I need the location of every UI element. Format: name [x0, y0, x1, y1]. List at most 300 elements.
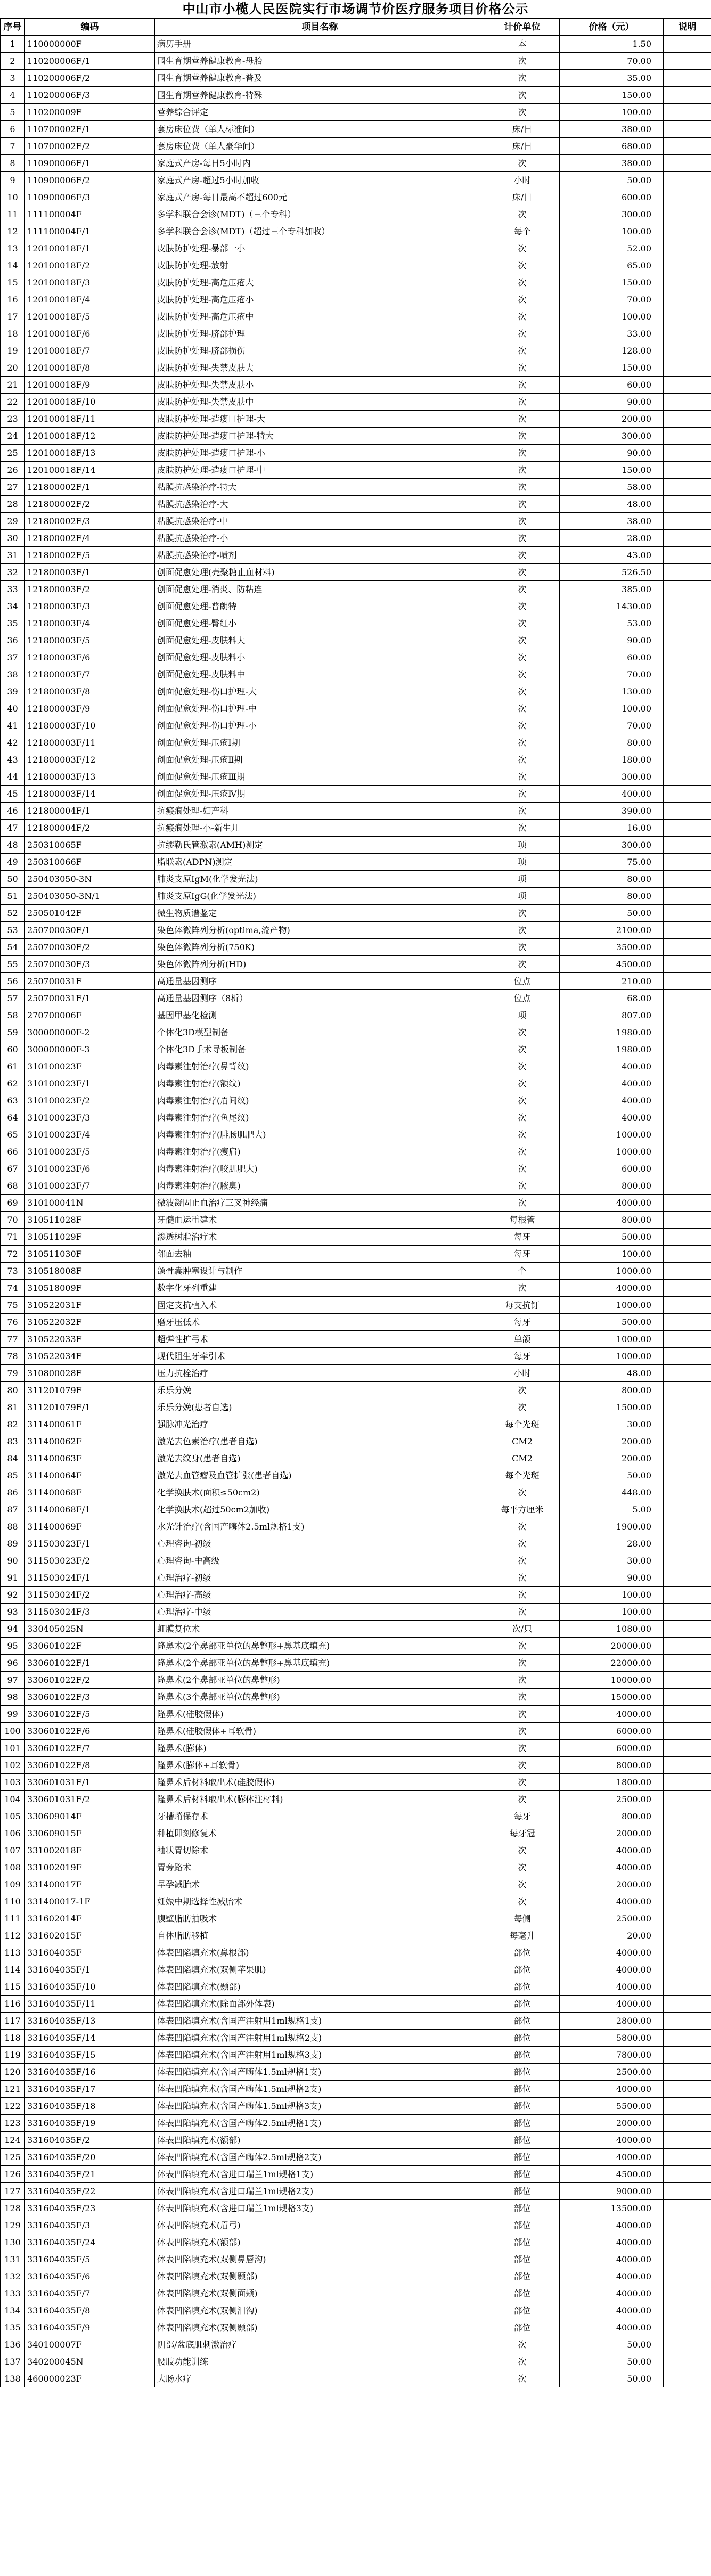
row-code: 331602015F [25, 1927, 155, 1944]
row-note [664, 359, 711, 377]
row-item-name: 体表凹陷填充术(含国产嗨体1.5ml规格2支) [155, 2081, 485, 2098]
row-item-name: 妊娠中期选择性减胎术 [155, 1893, 485, 1910]
row-code: 120100018F/6 [25, 325, 155, 342]
row-item-name: 抗瘢痕处理-小-新生儿 [155, 820, 485, 837]
row-price: 53.00 [560, 615, 664, 632]
row-item-name: 体表凹陷填充术(含国产嗨体2.5ml规格1支) [155, 2115, 485, 2132]
row-price: 10000.00 [560, 1672, 664, 1689]
row-price: 2100.00 [560, 922, 664, 939]
row-item-name: 种植即刻修复术 [155, 1825, 485, 1842]
row-note [664, 1416, 711, 1433]
row-note [664, 1484, 711, 1501]
row-price: 2500.00 [560, 2064, 664, 2081]
row-code: 310511028F [25, 1212, 155, 1229]
row-unit: 次/只 [485, 1621, 560, 1638]
row-item-name: 隆鼻术(硅胶假体) [155, 1706, 485, 1723]
row-index: 17 [1, 308, 25, 325]
row-unit: 每牙 [485, 1808, 560, 1825]
row-code: 110200006F/1 [25, 53, 155, 70]
row-price: 1980.00 [560, 1041, 664, 1058]
row-note [664, 2200, 711, 2217]
row-code: 310518009F [25, 1280, 155, 1297]
row-code: 330601031F/1 [25, 1774, 155, 1791]
row-unit: 次 [485, 1842, 560, 1859]
row-unit: 次 [485, 1075, 560, 1092]
table-row [1, 1944, 711, 1961]
header-item-name: 项目名称 [155, 19, 485, 36]
row-item-name: 家庭式产房-每日最高不超过600元 [155, 189, 485, 206]
table-row [1, 189, 711, 206]
row-price: 4000.00 [560, 2149, 664, 2166]
row-code: 311400068F/1 [25, 1501, 155, 1518]
row-note [664, 1450, 711, 1467]
row-item-name: 创面促愈处理-伤口护理-中 [155, 700, 485, 717]
row-code: 121800003F/4 [25, 615, 155, 632]
table-row [1, 1552, 711, 1569]
row-note [664, 871, 711, 888]
row-price: 500.00 [560, 1229, 664, 1246]
row-unit: 部位 [485, 2064, 560, 2081]
row-code: 331002019F [25, 1859, 155, 1876]
table-row [1, 2013, 711, 2030]
table-row [1, 1229, 711, 1246]
row-code: 331604035F/6 [25, 2268, 155, 2285]
row-price: 150.00 [560, 274, 664, 291]
row-item-name: 围生育期营养健康教育-普及 [155, 70, 485, 87]
table-row [1, 1450, 711, 1467]
row-unit: 每毫升 [485, 1927, 560, 1944]
row-note [664, 1774, 711, 1791]
row-unit: 次 [485, 428, 560, 445]
row-price: 4500.00 [560, 956, 664, 973]
row-code: 250403050-3N/1 [25, 888, 155, 905]
row-note [664, 274, 711, 291]
row-item-name: 创面促愈处理-皮肤料小 [155, 649, 485, 666]
row-note [664, 1638, 711, 1655]
row-code: 121800002F/3 [25, 513, 155, 530]
row-unit: 次 [485, 598, 560, 615]
row-unit: 次 [485, 2336, 560, 2353]
row-item-name: 体表凹陷填充术(鼻根部) [155, 1944, 485, 1961]
row-index: 92 [1, 1587, 25, 1604]
row-item-name: 体表凹陷填充术(眉弓) [155, 2217, 485, 2234]
row-code: 310100023F/7 [25, 1177, 155, 1195]
row-index: 123 [1, 2115, 25, 2132]
table-row [1, 1910, 711, 1927]
row-unit: 床/日 [485, 121, 560, 138]
row-item-name: 皮肤防护处理-造瘘口护理-大 [155, 411, 485, 428]
row-code: 250700031F/1 [25, 990, 155, 1007]
row-index: 132 [1, 2268, 25, 2285]
row-note [664, 1587, 711, 1604]
row-unit: 次 [485, 751, 560, 768]
row-item-name: 皮肤防护处理-失禁皮肤中 [155, 394, 485, 411]
row-code: 120100018F/8 [25, 359, 155, 377]
table-row [1, 2149, 711, 2166]
row-unit: 次 [485, 1195, 560, 1212]
row-note [664, 2353, 711, 2370]
row-unit: 部位 [485, 1978, 560, 1996]
row-index: 40 [1, 700, 25, 717]
row-item-name: 皮肤防护处理-失禁皮肤小 [155, 377, 485, 394]
table-row [1, 206, 711, 223]
row-price: 100.00 [560, 1246, 664, 1263]
row-price: 100.00 [560, 104, 664, 121]
row-code: 340100007F [25, 2336, 155, 2353]
row-code: 330601022F/5 [25, 1706, 155, 1723]
table-row [1, 2030, 711, 2047]
row-item-name: 颌骨囊肿塞设计与制作 [155, 1263, 485, 1280]
row-item-name: 套房床位费（单人豪华间） [155, 138, 485, 155]
row-item-name: 肉毒素注射治疗(额纹) [155, 1075, 485, 1092]
table-row [1, 1774, 711, 1791]
row-unit: 个 [485, 1263, 560, 1280]
row-unit: 部位 [485, 2013, 560, 2030]
row-unit: 次 [485, 905, 560, 922]
row-code: 340200045N [25, 2353, 155, 2370]
row-price: 38.00 [560, 513, 664, 530]
row-unit: 次 [485, 615, 560, 632]
row-code: 120100018F/9 [25, 377, 155, 394]
row-code: 121800003F/12 [25, 751, 155, 768]
row-price: 800.00 [560, 1177, 664, 1195]
table-row [1, 1791, 711, 1808]
row-note [664, 683, 711, 700]
row-note [664, 547, 711, 564]
row-unit: 部位 [485, 2268, 560, 2285]
row-item-name: 家庭式产房-超过5小时加收 [155, 172, 485, 189]
row-item-name: 皮肤防护处理-高危压疮小 [155, 291, 485, 308]
row-note [664, 939, 711, 956]
row-code: 110200006F/3 [25, 87, 155, 104]
row-price: 1000.00 [560, 1348, 664, 1365]
row-code: 250403050-3N [25, 871, 155, 888]
row-index: 83 [1, 1433, 25, 1450]
row-unit: 次 [485, 1859, 560, 1876]
row-index: 27 [1, 479, 25, 496]
row-note [664, 530, 711, 547]
row-note [664, 87, 711, 104]
row-unit: 每个光斑 [485, 1467, 560, 1484]
row-code: 331602014F [25, 1910, 155, 1927]
row-index: 90 [1, 1552, 25, 1569]
row-code: 311400062F [25, 1433, 155, 1450]
row-note [664, 155, 711, 172]
row-note [664, 138, 711, 155]
table-row [1, 1927, 711, 1944]
row-note [664, 1978, 711, 1996]
row-code: 111100004F [25, 206, 155, 223]
row-price: 33.00 [560, 325, 664, 342]
table-row [1, 155, 711, 172]
row-price: 526.50 [560, 564, 664, 581]
row-code: 460000023F [25, 2370, 155, 2387]
row-index: 93 [1, 1604, 25, 1621]
row-code: 330601022F/8 [25, 1757, 155, 1774]
row-unit: 次 [485, 768, 560, 786]
table-row [1, 871, 711, 888]
row-unit: 次 [485, 155, 560, 172]
row-price: 50.00 [560, 2370, 664, 2387]
row-unit: 每牙 [485, 1314, 560, 1331]
row-code: 311400061F [25, 1416, 155, 1433]
row-item-name: 创面促愈处理-伤口护理-小 [155, 717, 485, 734]
table-row [1, 2370, 711, 2387]
row-index: 105 [1, 1808, 25, 1825]
row-code: 250501042F [25, 905, 155, 922]
row-index: 75 [1, 1297, 25, 1314]
row-code: 121800003F/8 [25, 683, 155, 700]
row-code: 310522031F [25, 1297, 155, 1314]
row-price: 800.00 [560, 1212, 664, 1229]
table-row [1, 2081, 711, 2098]
row-index: 55 [1, 956, 25, 973]
row-code: 311503024F/2 [25, 1587, 155, 1604]
row-item-name: 高通量基因测序 [155, 973, 485, 990]
row-note [664, 291, 711, 308]
table-row [1, 768, 711, 786]
row-unit: 次 [485, 956, 560, 973]
row-code: 310100023F [25, 1058, 155, 1075]
row-item-name: 体表凹陷填充术(双侧面颊) [155, 2285, 485, 2302]
row-unit: 次 [485, 1126, 560, 1143]
row-index: 127 [1, 2183, 25, 2200]
row-index: 58 [1, 1007, 25, 1024]
row-note [664, 615, 711, 632]
row-price: 300.00 [560, 206, 664, 223]
row-note [664, 2115, 711, 2132]
row-code: 331604035F [25, 1944, 155, 1961]
header-code: 编码 [25, 19, 155, 36]
row-price: 1900.00 [560, 1518, 664, 1535]
row-item-name: 心理咨询-初级 [155, 1535, 485, 1552]
table-row [1, 1621, 711, 1638]
row-item-name: 心理治疗-中级 [155, 1604, 485, 1621]
row-code: 121800003F/13 [25, 768, 155, 786]
row-unit: 次 [485, 1569, 560, 1587]
row-item-name: 体表凹陷填充术(含国产注射用1ml规格3支) [155, 2047, 485, 2064]
row-note [664, 1229, 711, 1246]
row-code: 331604035F/18 [25, 2098, 155, 2115]
row-note [664, 1365, 711, 1382]
table-row [1, 138, 711, 155]
row-item-name: 粘膜抗感染治疗-特大 [155, 479, 485, 496]
row-item-name: 激光去纹身(患者自选) [155, 1450, 485, 1467]
row-code: 121800004F/1 [25, 803, 155, 820]
row-note [664, 700, 711, 717]
row-item-name: 皮肤防护处理-失禁皮肤大 [155, 359, 485, 377]
row-index: 85 [1, 1467, 25, 1484]
row-note [664, 2064, 711, 2081]
row-index: 54 [1, 939, 25, 956]
row-code: 331002018F [25, 1842, 155, 1859]
row-item-name: 体表凹陷填充术(双侧颞部) [155, 2268, 485, 2285]
row-unit: 次 [485, 1092, 560, 1109]
row-price: 400.00 [560, 1058, 664, 1075]
row-item-name: 水光针治疗(含国产嗨体2.5ml规格1支) [155, 1518, 485, 1535]
row-unit: 部位 [485, 2285, 560, 2302]
row-index: 118 [1, 2030, 25, 2047]
row-code: 310511029F [25, 1229, 155, 1246]
row-item-name: 家庭式产房-每日5小时内 [155, 155, 485, 172]
table-row [1, 87, 711, 104]
row-item-name: 皮肤防护处理-造瘘口护理-中 [155, 462, 485, 479]
row-note [664, 734, 711, 751]
row-price: 128.00 [560, 342, 664, 359]
row-item-name: 体表凹陷填充术(含国产注射用1ml规格2支) [155, 2030, 485, 2047]
row-item-name: 袖状胃切除术 [155, 1842, 485, 1859]
row-unit: 次 [485, 820, 560, 837]
row-note [664, 1961, 711, 1978]
row-price: 1000.00 [560, 1143, 664, 1160]
row-index: 32 [1, 564, 25, 581]
table-row [1, 1723, 711, 1740]
row-item-name: 个体化3D手术导板制备 [155, 1041, 485, 1058]
row-note [664, 564, 711, 581]
row-code: 310100023F/5 [25, 1143, 155, 1160]
row-index: 52 [1, 905, 25, 922]
row-price: 9000.00 [560, 2183, 664, 2200]
row-price: 30.00 [560, 1416, 664, 1433]
row-item-name: 营养综合评定 [155, 104, 485, 121]
table-row [1, 956, 711, 973]
row-note [664, 394, 711, 411]
row-item-name: 隆鼻术后材料取出术(硅胶假体) [155, 1774, 485, 1791]
row-index: 98 [1, 1689, 25, 1706]
row-code: 121800002F/1 [25, 479, 155, 496]
row-index: 97 [1, 1672, 25, 1689]
row-code: 110900006F/3 [25, 189, 155, 206]
row-unit: 次 [485, 1399, 560, 1416]
row-price: 4000.00 [560, 1961, 664, 1978]
row-note [664, 172, 711, 189]
row-note [664, 1399, 711, 1416]
row-unit: 次 [485, 308, 560, 325]
row-item-name: 肉毒素注射治疗(瘦肩) [155, 1143, 485, 1160]
row-price: 52.00 [560, 240, 664, 257]
row-item-name: 虹膜复位术 [155, 1621, 485, 1638]
table-row [1, 2115, 711, 2132]
row-price: 75.00 [560, 854, 664, 871]
row-note [664, 1212, 711, 1229]
row-price: 600.00 [560, 1160, 664, 1177]
table-row [1, 1518, 711, 1535]
row-price: 20.00 [560, 1927, 664, 1944]
row-item-name: 隆鼻术(2个鼻部亚单位的鼻整形+鼻基底填充) [155, 1655, 485, 1672]
row-code: 310522033F [25, 1331, 155, 1348]
table-row [1, 973, 711, 990]
row-index: 21 [1, 377, 25, 394]
row-unit: 部位 [485, 2081, 560, 2098]
row-price: 200.00 [560, 411, 664, 428]
row-index: 125 [1, 2149, 25, 2166]
row-code: 250700030F/1 [25, 922, 155, 939]
row-note [664, 53, 711, 70]
row-price: 500.00 [560, 1314, 664, 1331]
row-price: 68.00 [560, 990, 664, 1007]
table-row [1, 70, 711, 87]
row-price: 1000.00 [560, 1297, 664, 1314]
row-note [664, 2013, 711, 2030]
row-item-name: 创面促愈处理(壳聚糖止血材料) [155, 564, 485, 581]
row-price: 2500.00 [560, 1910, 664, 1927]
table-row [1, 581, 711, 598]
row-note [664, 666, 711, 683]
row-price: 16.00 [560, 820, 664, 837]
row-index: 95 [1, 1638, 25, 1655]
row-price: 60.00 [560, 649, 664, 666]
row-unit: 部位 [485, 2030, 560, 2047]
row-unit: 次 [485, 1893, 560, 1910]
row-index: 130 [1, 2234, 25, 2251]
row-unit: 部位 [485, 2234, 560, 2251]
row-code: 250700031F [25, 973, 155, 990]
row-item-name: 个体化3D模型制备 [155, 1024, 485, 1041]
row-code: 331604035F/20 [25, 2149, 155, 2166]
row-item-name: 数字化牙列重建 [155, 1280, 485, 1297]
row-price: 4000.00 [560, 2132, 664, 2149]
row-price: 7800.00 [560, 2047, 664, 2064]
row-unit: 次 [485, 1382, 560, 1399]
row-index: 102 [1, 1757, 25, 1774]
row-note [664, 1842, 711, 1859]
row-note [664, 1535, 711, 1552]
row-unit: CM2 [485, 1450, 560, 1467]
row-note [664, 308, 711, 325]
row-index: 113 [1, 1944, 25, 1961]
row-unit: 次 [485, 240, 560, 257]
row-price: 100.00 [560, 308, 664, 325]
row-note [664, 342, 711, 359]
table-row [1, 36, 711, 53]
row-index: 59 [1, 1024, 25, 1041]
row-item-name: 皮肤防护处理-放射 [155, 257, 485, 274]
row-item-name: 压力抗栓治疗 [155, 1365, 485, 1382]
row-index: 67 [1, 1160, 25, 1177]
table-row [1, 1587, 711, 1604]
row-index: 106 [1, 1825, 25, 1842]
row-index: 116 [1, 1996, 25, 2013]
row-price: 28.00 [560, 1535, 664, 1552]
table-row [1, 1842, 711, 1859]
table-row [1, 803, 711, 820]
row-note [664, 240, 711, 257]
table-row [1, 1297, 711, 1314]
row-item-name: 渗透树脂治疗术 [155, 1229, 485, 1246]
row-index: 42 [1, 734, 25, 751]
row-index: 2 [1, 53, 25, 70]
table-row [1, 2319, 711, 2336]
row-code: 120100018F/12 [25, 428, 155, 445]
row-item-name: 隆鼻术(硅胶假体+耳软骨) [155, 1723, 485, 1740]
row-note [664, 598, 711, 615]
table-row [1, 1484, 711, 1501]
row-code: 121800002F/4 [25, 530, 155, 547]
row-index: 33 [1, 581, 25, 598]
row-unit: 次 [485, 666, 560, 683]
row-unit: 次 [485, 445, 560, 462]
row-note [664, 1501, 711, 1518]
row-note [664, 2302, 711, 2319]
row-index: 101 [1, 1740, 25, 1757]
row-note [664, 1672, 711, 1689]
row-price: 50.00 [560, 905, 664, 922]
row-item-name: 皮肤防护处理-造瘘口护理-小 [155, 445, 485, 462]
row-unit: 次 [485, 649, 560, 666]
row-note [664, 786, 711, 803]
row-price: 448.00 [560, 1484, 664, 1501]
row-note [664, 581, 711, 598]
